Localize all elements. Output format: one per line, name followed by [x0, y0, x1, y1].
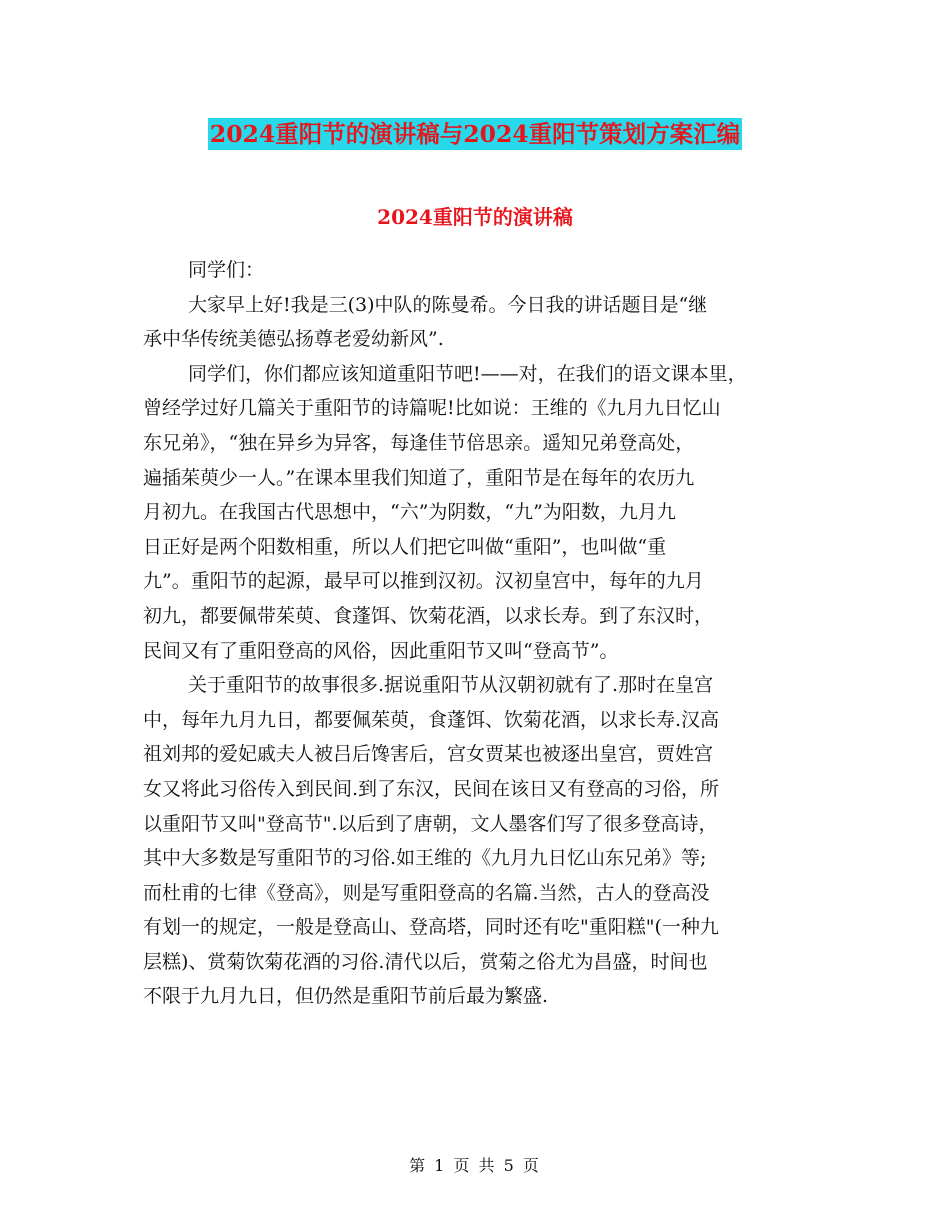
body-line: 女又将此习俗传入到民间.到了东汉，民间在该日又有登高的习俗，所: [143, 777, 720, 800]
section-title: 2024重阳节的演讲稿: [377, 205, 573, 229]
body-line: 月初九。在我国古代思想中，“六”为阴数，“九”为阳数，九月九: [143, 501, 676, 524]
body-line: 其中大多数是写重阳节的习俗.如王维的《九月九日忆山东兄弟》等;: [143, 847, 707, 870]
body-line: 东兄弟》，“独在异乡为异客，每逢佳节倍思亲。遥知兄弟登高处，: [143, 431, 695, 454]
document-body: [143, 253, 813, 1014]
body-line: 大家早上好!我是三(3)中队的陈曼希。今日我的讲话题目是“继: [188, 293, 708, 316]
body-line: 九”。重阳节的起源，最早可以推到汉初。汉初皇宫中，每年的九月: [143, 570, 704, 593]
document-title-block: [0, 112, 950, 153]
body-line: 有划一的规定，一般是登高山、登高塔，同时还有吃"重阳糕"(一种九: [143, 916, 719, 939]
body-line: 同学们，你们都应该知道重阳节吧!——对，在我们的语文课本里，: [188, 362, 747, 385]
body-line: 关于重阳节的故事很多.据说重阳节从汉朝初就有了.那时在皇宫: [188, 674, 714, 697]
body-line: 民间又有了重阳登高的风俗，因此重阳节又叫“登高节”。: [143, 639, 619, 662]
body-line: 同学们：: [188, 259, 265, 281]
body-line: 不限于九月九日，但仍然是重阳节前后最为繁盛.: [143, 985, 549, 1008]
body-line: 层糕)、赏菊饮菊花酒的习俗.清代以后，赏菊之俗尤为昌盛，时间也: [143, 950, 708, 973]
body-line: 承中华传统美德弘扬尊老爱幼新风”.: [143, 328, 444, 351]
body-line: 祖刘邦的爱妃戚夫人被吕后馋害后，宫女贾某也被逐出皇宫，贾姓宫: [143, 743, 714, 766]
body-line: 而杜甫的七律《登高》，则是写重阳登高的名篇.当然，古人的登高没: [143, 881, 710, 904]
page-number-footer: 第 1 页 共 5 页: [409, 1156, 541, 1175]
body-line: 中，每年九月九日，都要佩茱萸，食蓬饵、饮菊花酒，以求长寿.汉高: [143, 708, 720, 731]
document-title: 2024重阳节的演讲稿与2024重阳节策划方案汇编: [209, 120, 741, 148]
body-line: 遍插茱萸少一人。”在课本里我们知道了，重阳节是在每年的农历九: [143, 466, 695, 489]
body-line: 日正好是两个阳数相重，所以人们把它叫做“重阳”，也叫做“重: [143, 535, 667, 558]
body-line: 以重阳节又叫"登高节".以后到了唐朝，文人墨客们写了很多登高诗，: [143, 812, 718, 835]
body-line: 曾经学过好几篇关于重阳节的诗篇呢!比如说：王维的《九月九日忆山: [143, 397, 721, 420]
body-line: 初九，都要佩带茱萸、食蓬饵、饮菊花酒，以求长寿。到了东汉时，: [143, 604, 714, 627]
